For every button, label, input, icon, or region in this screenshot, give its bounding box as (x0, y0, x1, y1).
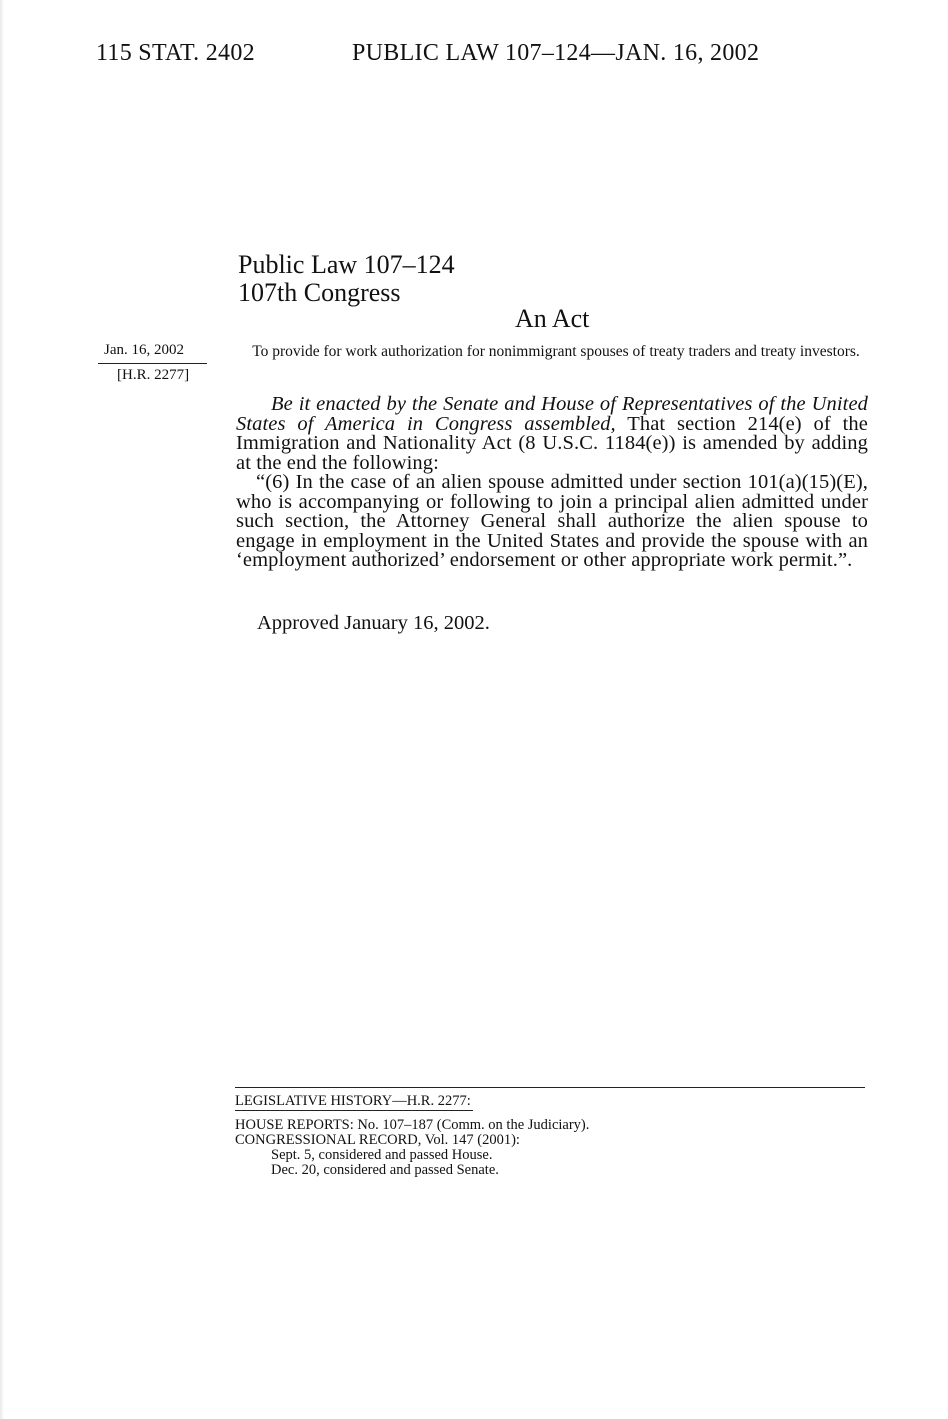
history-divider (235, 1087, 865, 1088)
enacting-clause-italic: Be it enacted by the Senate and House of Representatives of the United States of America in Congress assembled, (236, 393, 868, 435)
stat-page-number: 115 STAT. 2402 (96, 40, 255, 66)
act-purpose: To provide for work authorization for nonimmigrant spouses of treaty traders and treaty investors. (252, 343, 860, 360)
margin-date: Jan. 16, 2002 (104, 342, 184, 358)
law-number: Public Law 107–124 (238, 250, 455, 279)
legislative-history-heading: LEGISLATIVE HISTORY—H.R. 2277: (235, 1093, 471, 1109)
enacting-clause-body: That section 214(e) of the Immigration and Nationality Act (8 U.S.C. 1184(e)) is amended by adding at the end the following: (236, 412, 868, 474)
history-heading-underline (235, 1110, 473, 1111)
act-heading: An Act (515, 304, 590, 333)
page-edge-shadow (0, 0, 4, 1419)
enacting-clause (236, 395, 868, 473)
congress-number: 107th Congress (238, 278, 401, 307)
approval-date: Approved January 16, 2002. (257, 612, 490, 634)
history-entry: Sept. 5, considered and passed House. (271, 1147, 493, 1163)
margin-divider (98, 363, 207, 364)
congressional-record: CONGRESSIONAL RECORD, Vol. 147 (2001): (235, 1132, 520, 1148)
margin-bill-number: [H.R. 2277] (117, 367, 190, 383)
running-head: PUBLIC LAW 107–124—JAN. 16, 2002 (352, 40, 760, 66)
house-reports: HOUSE REPORTS: No. 107–187 (Comm. on the Judiciary). (235, 1117, 590, 1133)
history-entry: Dec. 20, considered and passed Senate. (271, 1162, 499, 1178)
amendment-text: “(6) In the case of an alien spouse admitted under section 101(a)(15)(E), who is accompanying or following to join a principal alien admitted under such section, the Attorney General shall authorize the alien spouse to engage in employment in the United States and provide the spouse with an ‘employment authorized’ endorsement or other appropriate work permit.”. (236, 471, 868, 572)
